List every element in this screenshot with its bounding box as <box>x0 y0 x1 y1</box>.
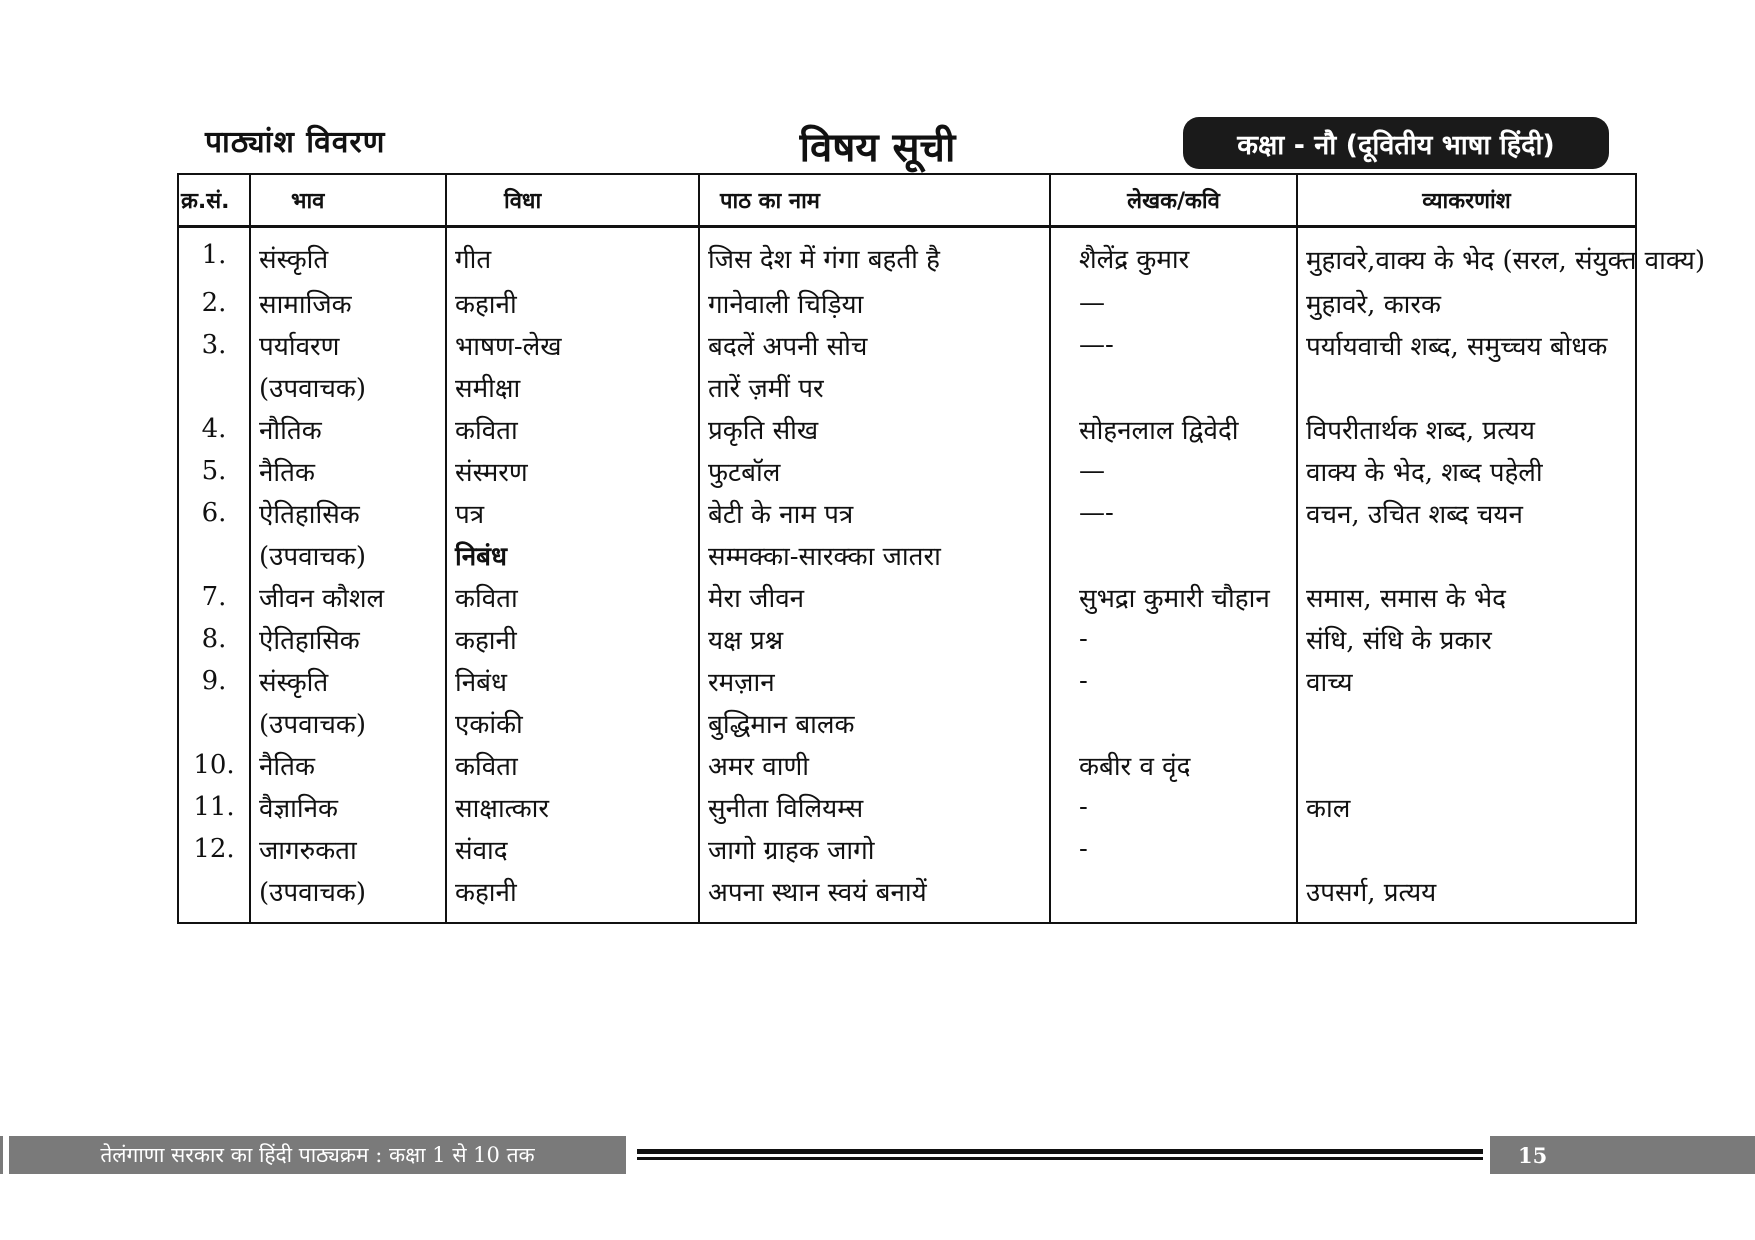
footer-title: तेलंगाणा सरकार का हिंदी पाठ्यक्रम : कक्षा 1 से 10 तक <box>9 1136 626 1174</box>
author-cell: सोहनलाल द्विवेदी <box>1050 408 1297 450</box>
grammar-cell: पर्यायवाची शब्द, समुच्चय बोधक <box>1297 324 1636 366</box>
serial-cell: 6. <box>178 492 250 534</box>
grammar-cell: संधि, संधि के प्रकार <box>1297 618 1636 660</box>
col-header-bhav: भाव <box>250 174 446 227</box>
serial-cell: 12. <box>178 828 250 870</box>
footer-edge <box>0 1136 3 1174</box>
col-header-grammar: व्याकरणांश <box>1297 174 1636 227</box>
bhav-cell: ऐतिहासिक <box>250 492 446 534</box>
footer-rule-thin <box>637 1157 1483 1160</box>
vidha-cell: संवाद <box>446 828 699 870</box>
vidha-cell: कहानी <box>446 282 699 324</box>
vidha-cell: कविता <box>446 576 699 618</box>
grammar-cell: वाच्य <box>1297 660 1636 702</box>
bhav-cell: पर्यावरण <box>250 324 446 366</box>
vidha-cell: कविता <box>446 408 699 450</box>
vidha-cell: कहानी <box>446 618 699 660</box>
serial-cell <box>178 366 250 408</box>
bhav-cell: (उपवाचक) <box>250 702 446 744</box>
bhav-cell: जीवन कौशल <box>250 576 446 618</box>
page-title: विषय सूची <box>799 125 956 171</box>
serial-cell: 10. <box>178 744 250 786</box>
author-cell: — <box>1050 282 1297 324</box>
bhav-cell: जागरुकता <box>250 828 446 870</box>
table-row <box>178 870 1636 923</box>
serial-cell <box>178 702 250 744</box>
vidha-cell: एकांकी <box>446 702 699 744</box>
vidha-cell: संस्मरण <box>446 450 699 492</box>
serial-cell <box>178 534 250 576</box>
bhav-cell: नौतिक <box>250 408 446 450</box>
table-row <box>178 324 1636 366</box>
table-body <box>178 227 1705 924</box>
vidha-cell: समीक्षा <box>446 366 699 408</box>
author-cell: - <box>1050 660 1297 702</box>
table-row <box>178 534 1636 576</box>
table-row <box>178 492 1636 534</box>
grammar-cell: विपरीतार्थक शब्द, प्रत्यय <box>1297 408 1636 450</box>
lesson-cell: यक्ष प्रश्न <box>699 618 1050 660</box>
author-cell: - <box>1050 618 1297 660</box>
grammar-cell: मुहावरे,वाक्य के भेद (सरल, संयुक्त वाक्य) <box>1297 227 1636 283</box>
contents-table <box>177 173 1705 924</box>
author-cell: कबीर व वृंद <box>1050 744 1297 786</box>
table-row <box>178 282 1636 324</box>
grammar-cell: मुहावरे, कारक <box>1297 282 1636 324</box>
lesson-cell: प्रकृति सीख <box>699 408 1050 450</box>
serial-cell: 8. <box>178 618 250 660</box>
bhav-cell: संस्कृति <box>250 227 446 283</box>
author-cell: —- <box>1050 324 1297 366</box>
lesson-cell: जागो ग्राहक जागो <box>699 828 1050 870</box>
author-cell: —- <box>1050 492 1297 534</box>
table-row <box>178 450 1636 492</box>
vidha-cell: निबंध <box>446 660 699 702</box>
lesson-cell: तारें ज़मीं पर <box>699 366 1050 408</box>
author-cell: - <box>1050 786 1297 828</box>
lesson-cell: सम्मक्का-सारक्का जातरा <box>699 534 1050 576</box>
author-cell: — <box>1050 450 1297 492</box>
vidha-cell: भाषण-लेख <box>446 324 699 366</box>
grammar-cell <box>1297 828 1636 870</box>
bhav-cell: संस्कृति <box>250 660 446 702</box>
class-badge: कक्षा - नौ (दूवितीय भाषा हिंदी) <box>1183 117 1609 169</box>
grammar-cell: समास, समास के भेद <box>1297 576 1636 618</box>
bhav-cell: (उपवाचक) <box>250 366 446 408</box>
serial-cell: 11. <box>178 786 250 828</box>
table-row <box>178 408 1636 450</box>
bhav-cell: (उपवाचक) <box>250 870 446 923</box>
author-cell <box>1050 366 1297 408</box>
lesson-cell: सुनीता विलियम्स <box>699 786 1050 828</box>
lesson-cell: जिस देश में गंगा बहती है <box>699 227 1050 283</box>
vidha-cell: कहानी <box>446 870 699 923</box>
col-header-vidha: विधा <box>446 174 699 227</box>
bhav-cell: नैतिक <box>250 744 446 786</box>
footer-rule <box>637 1149 1483 1154</box>
grammar-cell <box>1297 744 1636 786</box>
vidha-cell: कविता <box>446 744 699 786</box>
table-row <box>178 576 1636 618</box>
bhav-cell: वैज्ञानिक <box>250 786 446 828</box>
table-row <box>178 744 1636 786</box>
bhav-cell: नैतिक <box>250 450 446 492</box>
grammar-cell <box>1297 702 1636 744</box>
table-row <box>178 702 1636 744</box>
grammar-cell <box>1297 366 1636 408</box>
grammar-cell <box>1297 534 1636 576</box>
grammar-cell: उपसर्ग, प्रत्यय <box>1297 870 1636 923</box>
table-row <box>178 828 1636 870</box>
col-header-lesson: पाठ का नाम <box>699 174 1050 227</box>
lesson-cell: बुद्धिमान बालक <box>699 702 1050 744</box>
lesson-cell: बदलें अपनी सोच <box>699 324 1050 366</box>
lesson-cell: मेरा जीवन <box>699 576 1050 618</box>
grammar-cell: वचन, उचित शब्द चयन <box>1297 492 1636 534</box>
vidha-cell: पत्र <box>446 492 699 534</box>
lesson-cell: फुटबॉल <box>699 450 1050 492</box>
lesson-cell: गानेवाली चिड़िया <box>699 282 1050 324</box>
table-header-row <box>178 174 1636 227</box>
lesson-cell: अमर वाणी <box>699 744 1050 786</box>
author-cell: - <box>1050 828 1297 870</box>
table-row <box>178 660 1636 702</box>
section-label: पाठ्यांश विवरण <box>205 125 386 160</box>
col-header-serial: क्र.सं. <box>178 174 250 227</box>
serial-cell: 4. <box>178 408 250 450</box>
table-row <box>178 786 1636 828</box>
vidha-cell: गीत <box>446 227 699 283</box>
bhav-cell: सामाजिक <box>250 282 446 324</box>
grammar-cell: वाक्य के भेद, शब्द पहेली <box>1297 450 1636 492</box>
table-row <box>178 366 1636 408</box>
vidha-cell: निबंध <box>446 534 699 576</box>
bhav-cell: (उपवाचक) <box>250 534 446 576</box>
author-cell <box>1050 534 1297 576</box>
col-header-author: लेखक/कवि <box>1050 174 1297 227</box>
vidha-cell: साक्षात्कार <box>446 786 699 828</box>
author-cell: शैलेंद्र कुमार <box>1050 227 1297 283</box>
table-row <box>178 618 1636 660</box>
serial-cell: 5. <box>178 450 250 492</box>
serial-cell <box>178 870 250 923</box>
lesson-cell: बेटी के नाम पत्र <box>699 492 1050 534</box>
serial-cell: 2. <box>178 282 250 324</box>
lesson-cell: रमज़ान <box>699 660 1050 702</box>
lesson-cell: अपना स्थान स्वयं बनायें <box>699 870 1050 923</box>
author-cell: सुभद्रा कुमारी चौहान <box>1050 576 1297 618</box>
author-cell <box>1050 702 1297 744</box>
author-cell <box>1050 870 1297 923</box>
grammar-cell: काल <box>1297 786 1636 828</box>
serial-cell: 1. <box>178 227 250 283</box>
table-row <box>178 227 1636 283</box>
page-number: 15 <box>1490 1136 1755 1174</box>
bhav-cell: ऐतिहासिक <box>250 618 446 660</box>
serial-cell: 3. <box>178 324 250 366</box>
serial-cell: 9. <box>178 660 250 702</box>
serial-cell: 7. <box>178 576 250 618</box>
